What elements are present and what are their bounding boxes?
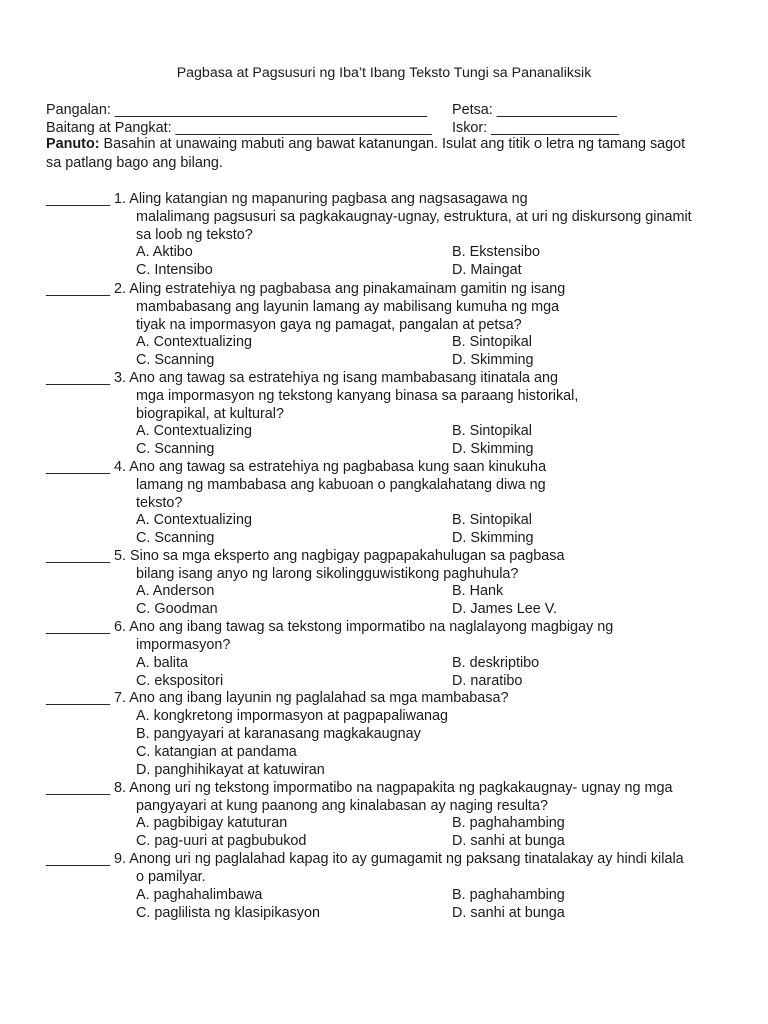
option-d: D. sanhi at bunga (452, 833, 565, 849)
option-b: B. pangyayari at karanasang magkakaugnay (136, 726, 421, 742)
option-c: C. katangian at pandama (136, 744, 297, 760)
option-a: A. paghahalimbawa (136, 887, 263, 903)
question-text: ________ 4. Ano ang tawag sa estratehiya ng pagbabasa kung saan kinukuha (46, 459, 547, 475)
question-text-continued: bilang isang anyo ng larong sikolingguwistikong paghuhula? (136, 566, 519, 582)
option-b: B. deskriptibo (452, 655, 540, 671)
option-d: D. panghihikayat at katuwiran (136, 762, 325, 778)
option-d: D. Skimming (452, 352, 534, 368)
score-field: Iskor: ________________ (452, 120, 620, 136)
question-text-continued: sa loob ng teksto? (136, 227, 253, 243)
date-field: Petsa: _______________ (452, 102, 617, 118)
option-a: A. pagbibigay katuturan (136, 815, 288, 831)
option-c: C. paglilista ng klasipikasyon (136, 905, 320, 921)
instructions-text-line2: sa patlang bago ang bilang. (46, 154, 223, 171)
option-b: B. Ekstensibo (452, 244, 540, 260)
page-title: Pagbasa at Pagsusuri ng Iba’t Ibang Teksto Tungi sa Pananaliksik (176, 65, 592, 81)
grade-section-field: Baitang at Pangkat: ________________________________ (46, 120, 432, 136)
instructions-label: Panuto: (46, 136, 100, 152)
option-b: B. paghahambing (452, 815, 565, 831)
instructions (46, 135, 726, 172)
option-a: A. Contextualizing (136, 423, 252, 439)
question-text-continued: teksto? (136, 495, 183, 511)
question-text-continued: malalimang pagsusuri sa pagkakaugnay-ugnay, estruktura, at uri ng diskursong ginamit (136, 209, 692, 225)
question-text-continued: mga impormasyon ng tekstong kanyang binasa sa paraang historikal, (136, 388, 579, 404)
option-a: A. kongkretong impormasyon at pagpapaliwanag (136, 708, 448, 724)
question-text: ________ 3. Ano ang tawag sa estratehiya ng isang mambabasang itinatala ang (46, 370, 559, 386)
option-b: B. Sintopikal (452, 423, 532, 439)
option-a: A. Contextualizing (136, 334, 252, 350)
option-b: B. Sintopikal (452, 512, 532, 528)
name-field: Pangalan: _______________________________________ (46, 102, 427, 118)
question-text-continued: impormasyon? (136, 637, 231, 653)
option-d: D. James Lee V. (452, 601, 558, 617)
question-text-continued: biograpikal, at kultural? (136, 406, 284, 422)
option-d: D. Skimming (452, 530, 534, 546)
option-a: A. Anderson (136, 583, 215, 599)
option-b: B. Sintopikal (452, 334, 532, 350)
option-d: D. Skimming (452, 441, 534, 457)
option-a: A. balita (136, 655, 188, 671)
question-text: ________ 1. Aling katangian ng mapanuring pagbasa ang nagsasagawa ng (46, 191, 528, 207)
option-c: C. Scanning (136, 441, 215, 457)
option-c: C. Scanning (136, 352, 215, 368)
question-text-continued: pangyayari at kung paanong ang kinalabasan ay naging resulta? (136, 798, 549, 814)
option-a: A. Contextualizing (136, 512, 252, 528)
option-d: D. Maingat (452, 262, 522, 278)
option-b: B. paghahambing (452, 887, 565, 903)
question-text: ________ 5. Sino sa mga eksperto ang nagbigay pagpapakahulugan sa pagbasa (46, 548, 565, 564)
question-text-continued: tiyak na impormasyon gaya ng pamagat, pangalan at petsa? (136, 317, 522, 333)
instructions-text-line1: Basahin at unawaing mabuti ang bawat katanungan. Isulat ang titik o letra ng tamang sagot (99, 136, 686, 152)
question-text: ________ 8. Anong uri ng tekstong impormatibo na nagpapakita ng pagkakaugnay- ugnay ng mga (46, 780, 673, 796)
question-text: ________ 9. Anong uri ng paglalahad kapag ito ay gumagamit ng paksang tinatalakay ay hindi kilala (46, 851, 684, 867)
question-text-continued: o pamilyar. (136, 869, 206, 885)
option-c: C. Goodman (136, 601, 218, 617)
question-text: ________ 2. Aling estratehiya ng pagbabasa ang pinakamainam gamitin ng isang (46, 281, 566, 297)
option-b: B. Hank (452, 583, 504, 599)
option-c: C. Intensibo (136, 262, 213, 278)
option-c: C. pag-uuri at pagbubukod (136, 833, 307, 849)
question-text: ________ 7. Ano ang ibang layunin ng paglalahad sa mga mambabasa? (46, 690, 509, 706)
option-d: D. naratibo (452, 673, 523, 689)
option-a: A. Aktibo (136, 244, 193, 260)
question-text-continued: lamang ng mambabasa ang kabuoan o pangkalahatang diwa ng (136, 477, 546, 493)
question-text-continued: mambabasang ang layunin lamang ay mabilisang kumuha ng mga (136, 299, 560, 315)
option-d: D. sanhi at bunga (452, 905, 565, 921)
option-c: C. ekspositori (136, 673, 224, 689)
question-text: ________ 6. Ano ang ibang tawag sa tekstong impormatibo na naglalayong magbigay ng (46, 619, 614, 635)
option-c: C. Scanning (136, 530, 215, 546)
